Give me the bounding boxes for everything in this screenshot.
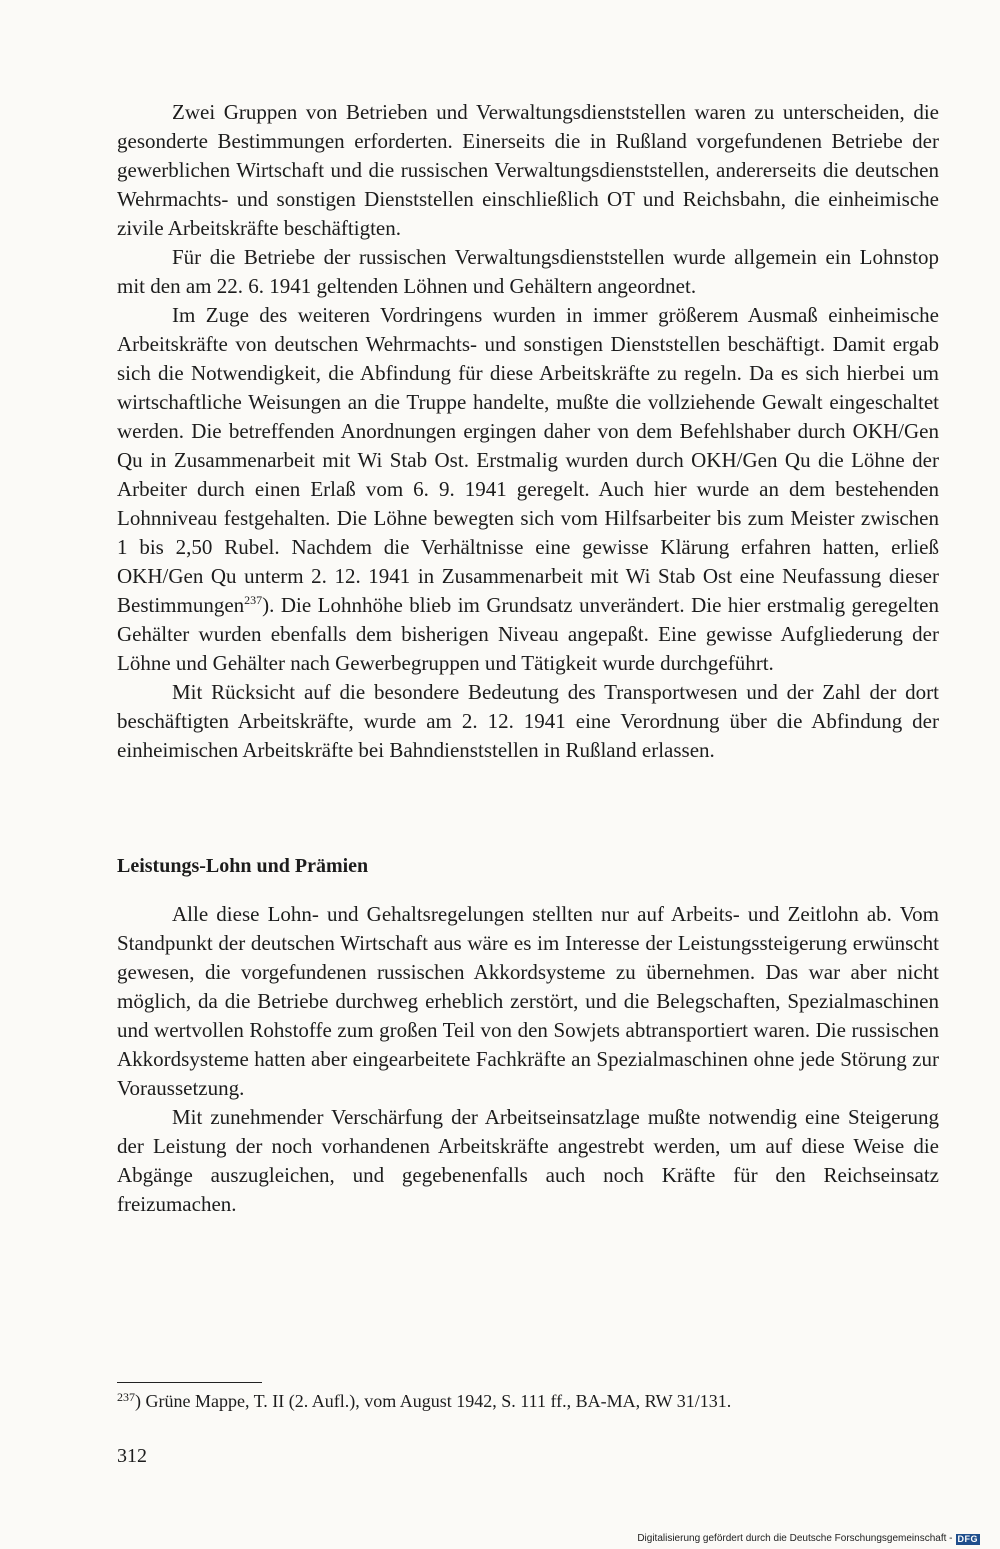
footnote-marker: 237 — [117, 1390, 135, 1404]
dfg-logo-icon: DFG — [957, 1533, 978, 1544]
paragraph-akkord: Alle diese Lohn- und Gehaltsregelungen stellten nur auf Arbeits- und Zeitlohn ab. Vom Standpunkt der deutschen Wirtschaft aus wäre es im Interesse der Leistungssteigerung erwünscht gewesen, die vorgefundenen russischen Akkordsysteme zu übernehmen. Das war aber nicht möglich, da die Betriebe durchweg erheblich zerstört, und die Belegschaften, Spezialmaschinen und wertvollen Rohstoffe zum großen Teil von den Sowjets abtransportiert waren. Die russischen Akkordsysteme hatten aber eingearbeitete Fachkräfte an Spezialmaschinen ohne jede Störung zur Voraussetzung. — [117, 902, 939, 1100]
paragraph-lohnstop: Für die Betriebe der russischen Verwaltungsdienststellen wurde allgemein ein Lohnstop mit den am 22. 6. 1941 geltenden Löhnen und Gehältern angeordnet. — [117, 245, 939, 298]
page-number: 312 — [117, 1445, 147, 1467]
heading-spacer — [117, 880, 939, 900]
section-heading: Leistungs-Lohn und Prämien — [117, 855, 369, 877]
footnote-reference[interactable]: 237 — [244, 593, 263, 607]
digitization-credit-text: Digitalisierung gefördert durch die Deutsche Forschungsgemeinschaft - — [637, 1533, 953, 1544]
paragraph-vordringen — [117, 301, 939, 678]
paragraph-leistung: Mit zunehmender Verschärfung der Arbeitseinsatzlage mußte notwendig eine Steigerung der Leistung der noch vorhandenen Arbeitskräfte angestrebt werden, um auf diese Weise die Abgänge auszugleichen, und gegebenenfalls auch noch Kräfte für den Reichseinsatz freizumachen. — [117, 1105, 939, 1216]
paragraph-vordringen-text-2: ). Die Lohnhöhe blieb im Grundsatz unverändert. Die hier erstmalig geregelten Gehälter wurden ebenfalls dem bisherigen Niveau angepaßt. Eine gewisse Aufgliederung der Löhne und Gehälter nach Gewerbegruppen und Tätigkeit wurde durchgeführt. — [117, 593, 939, 675]
page-body — [117, 98, 939, 1219]
paragraph-vordringen-text-1: Im Zuge des weiteren Vordringens wurden in immer größerem Ausmaß einheimische Arbeitskräfte von deutschen Wehrmachts- und sonstigen Dienststellen beschäftigt. Damit ergab sich die Notwendigkeit, die Abfindung für diese Arbeitskräfte zu regeln. Da es sich hierbei um wirtschaftliche Weisungen an die Truppe handelte, mußte die vollziehende Gewalt eingeschaltet werden. Die betreffenden Anordnungen ergingen daher von dem Befehlshaber durch OKH/Gen Qu in Zusammenarbeit mit Wi Stab Ost. Erstmalig wurden durch OKH/Gen Qu die Löhne der Arbeiter durch einen Erlaß vom 6. 9. 1941 geregelt. Auch hier wurde an dem bestehenden Lohnniveau festgehalten. Die Löhne bewegten sich vom Hilfsarbeiter bis zum Meister zwischen 1 bis 2,50 Rubel. Nachdem die Verhältnisse eine gewisse Klärung erfahren hatten, erließ OKH/Gen Qu unterm 2. 12. 1941 in Zusammenarbeit mit Wi Stab Ost eine Neufassung dieser Bestimmungen — [117, 303, 939, 617]
digitization-credit — [637, 1533, 980, 1545]
paragraph-transportwesen: Mit Rücksicht auf die besondere Bedeutung des Transportwesen und der Zahl der dort beschäftigten Arbeitskräfte, wurde am 2. 12. 1941 eine Verordnung über die Abfindung der einheimischen Arbeitskräfte bei Bahndienststellen in Rußland erlassen. — [117, 680, 939, 762]
section-spacer — [117, 765, 939, 852]
footnote-text: ) Grüne Mappe, T. II (2. Aufl.), vom August 1942, S. 111 ff., BA-MA, RW 31/131. — [135, 1391, 732, 1411]
footnote — [117, 1389, 939, 1413]
footnote-divider — [117, 1382, 262, 1383]
paragraph-intro: Zwei Gruppen von Betrieben und Verwaltungsdienststellen waren zu unterscheiden, die gesonderte Bestimmungen erforderten. Einerseits die in Rußland vorgefundenen Betriebe der gewerblichen Wirtschaft und die russischen Verwaltungsdienststellen, andererseits die deutschen Wehrmachts- und sonstigen Dienststellen einschließlich OT und Reichsbahn, die einheimische zivile Arbeitskräfte beschäftigten. — [117, 100, 939, 240]
